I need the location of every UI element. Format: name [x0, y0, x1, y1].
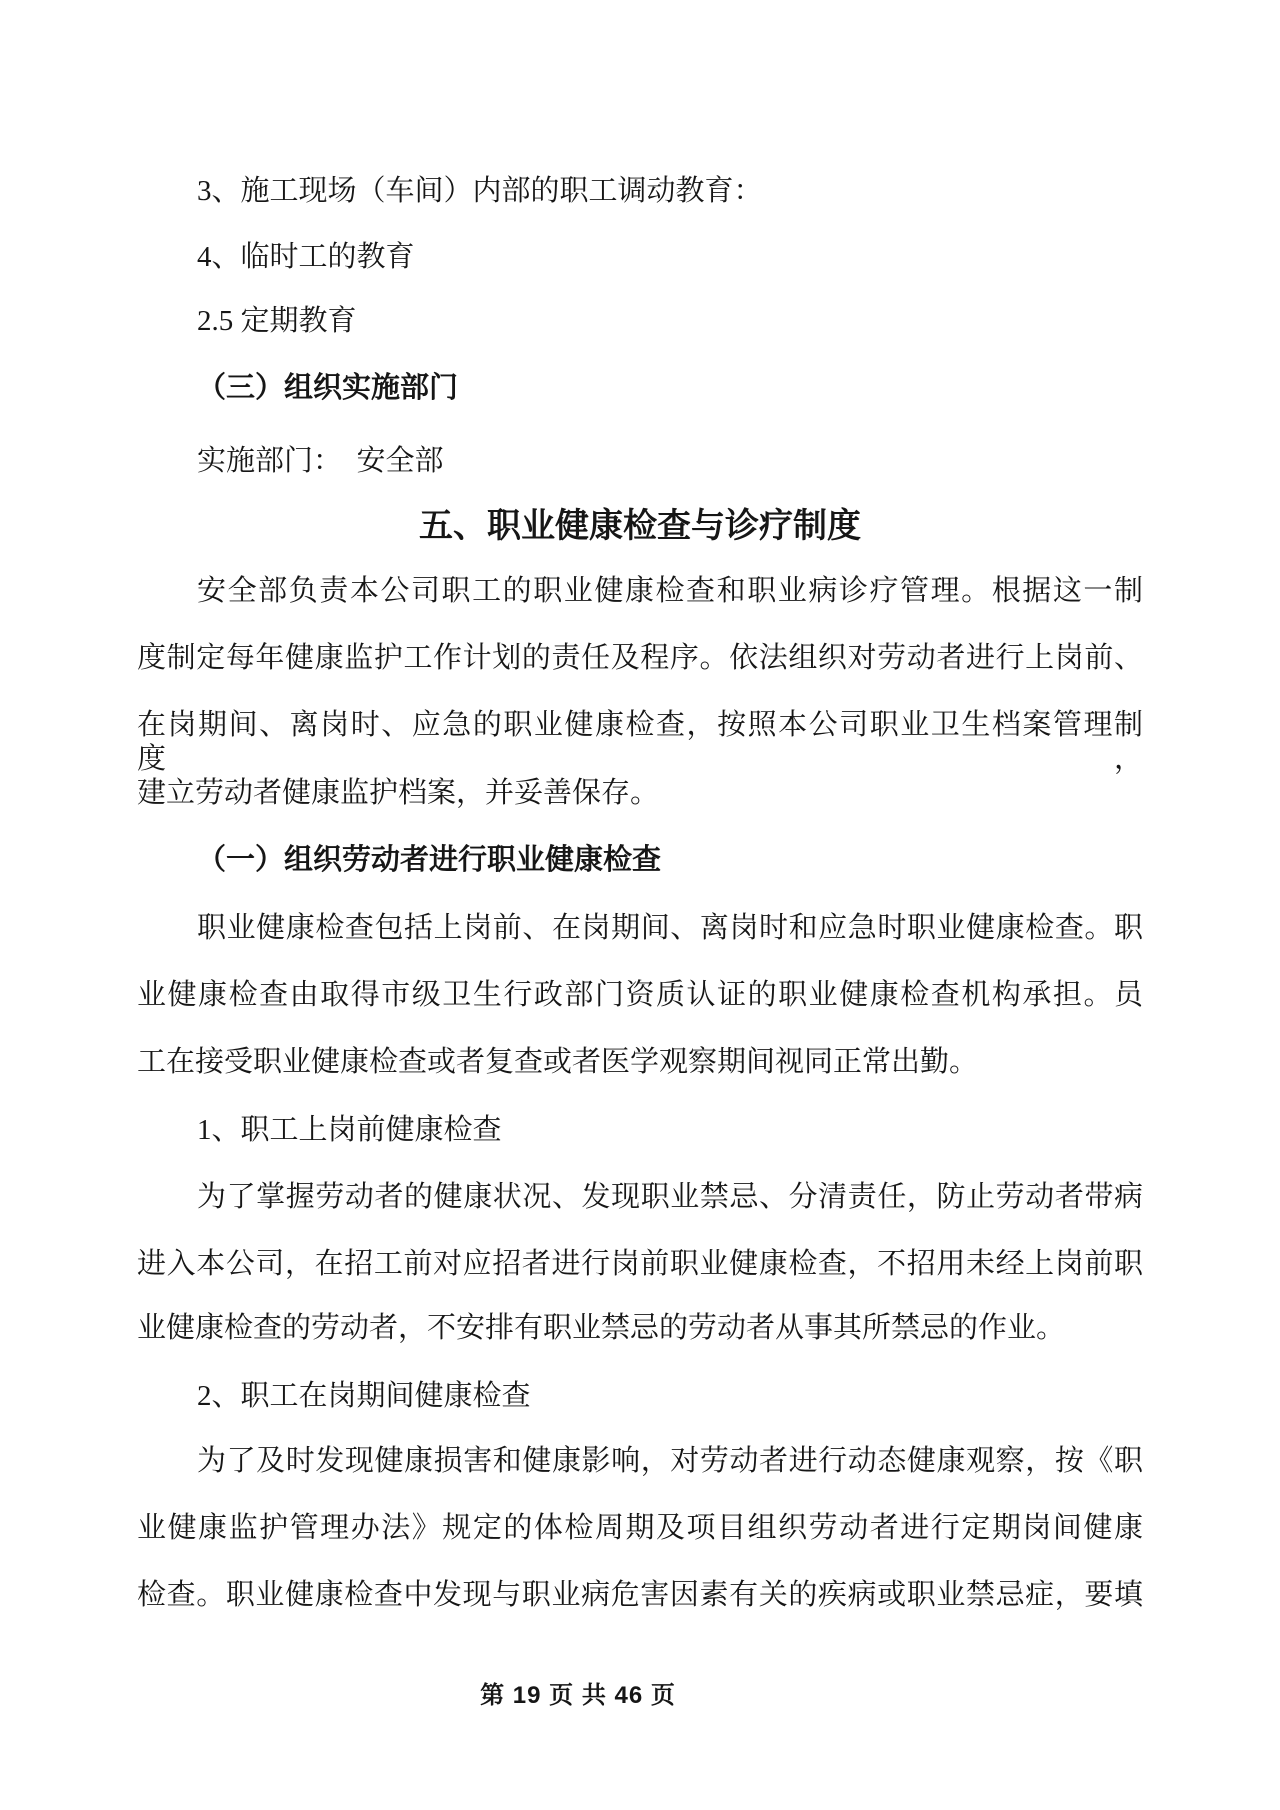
paragraph-line: 在岗期间、离岗时、应急的职业健康检查，按照本公司职业卫生档案管理制度， [137, 709, 1143, 775]
paragraph-line: 工在接受职业健康检查或者复查或者医学观察期间视同正常出勤。 [137, 1046, 979, 1078]
chapter-title: 五、职业健康检查与诊疗制度 [419, 507, 861, 545]
list-item-2-5: 2.5 定期教育 [197, 305, 357, 337]
paragraph-line: 业健康监护管理办法》规定的体检周期及项目组织劳动者进行定期岗间健康 [137, 1512, 1143, 1544]
section-heading-one: （一）组织劳动者进行职业健康检查 [197, 844, 662, 876]
section-heading-three: （三）组织实施部门 [197, 372, 459, 404]
list-item-3: 3、施工现场（车间）内部的职工调动教育： [197, 175, 763, 207]
paragraph-line: 职业健康检查包括上岗前、在岗期间、离岗时和应急时职业健康检查。职 [197, 912, 1143, 944]
paragraph-line: 安全部负责本公司职工的职业健康检查和职业病诊疗管理。根据这一制 [197, 575, 1143, 607]
implementation-dept-line: 实施部门： 安全部 [197, 445, 444, 477]
paragraph-line: 业健康检查由取得市级卫生行政部门资质认证的职业健康检查机构承担。员 [137, 979, 1143, 1011]
sub-item-2: 2、职工在岗期间健康检查 [197, 1380, 531, 1412]
list-item-4: 4、临时工的教育 [197, 241, 415, 273]
page-footer: 第 19 页 共 46 页 [480, 1682, 676, 1709]
paragraph-line: 业健康检查的劳动者，不安排有职业禁忌的劳动者从事其所禁忌的作业。 [137, 1312, 1066, 1344]
paragraph-line: 建立劳动者健康监护档案，并妥善保存。 [137, 777, 660, 809]
paragraph-line: 检查。职业健康检查中发现与职业病危害因素有关的疾病或职业禁忌症，要填 [137, 1579, 1143, 1611]
paragraph-line: 进入本公司，在招工前对应招者进行岗前职业健康检查，不招用未经上岗前职 [137, 1248, 1143, 1280]
paragraph-line: 度制定每年健康监护工作计划的责任及程序。依法组织对劳动者进行上岗前、 [137, 642, 1143, 674]
paragraph-line: 为了及时发现健康损害和健康影响，对劳动者进行动态健康观察，按《职 [197, 1445, 1143, 1477]
sub-item-1: 1、职工上岗前健康检查 [197, 1114, 502, 1146]
paragraph-line: 为了掌握劳动者的健康状况、发现职业禁忌、分清责任，防止劳动者带病 [197, 1181, 1143, 1213]
